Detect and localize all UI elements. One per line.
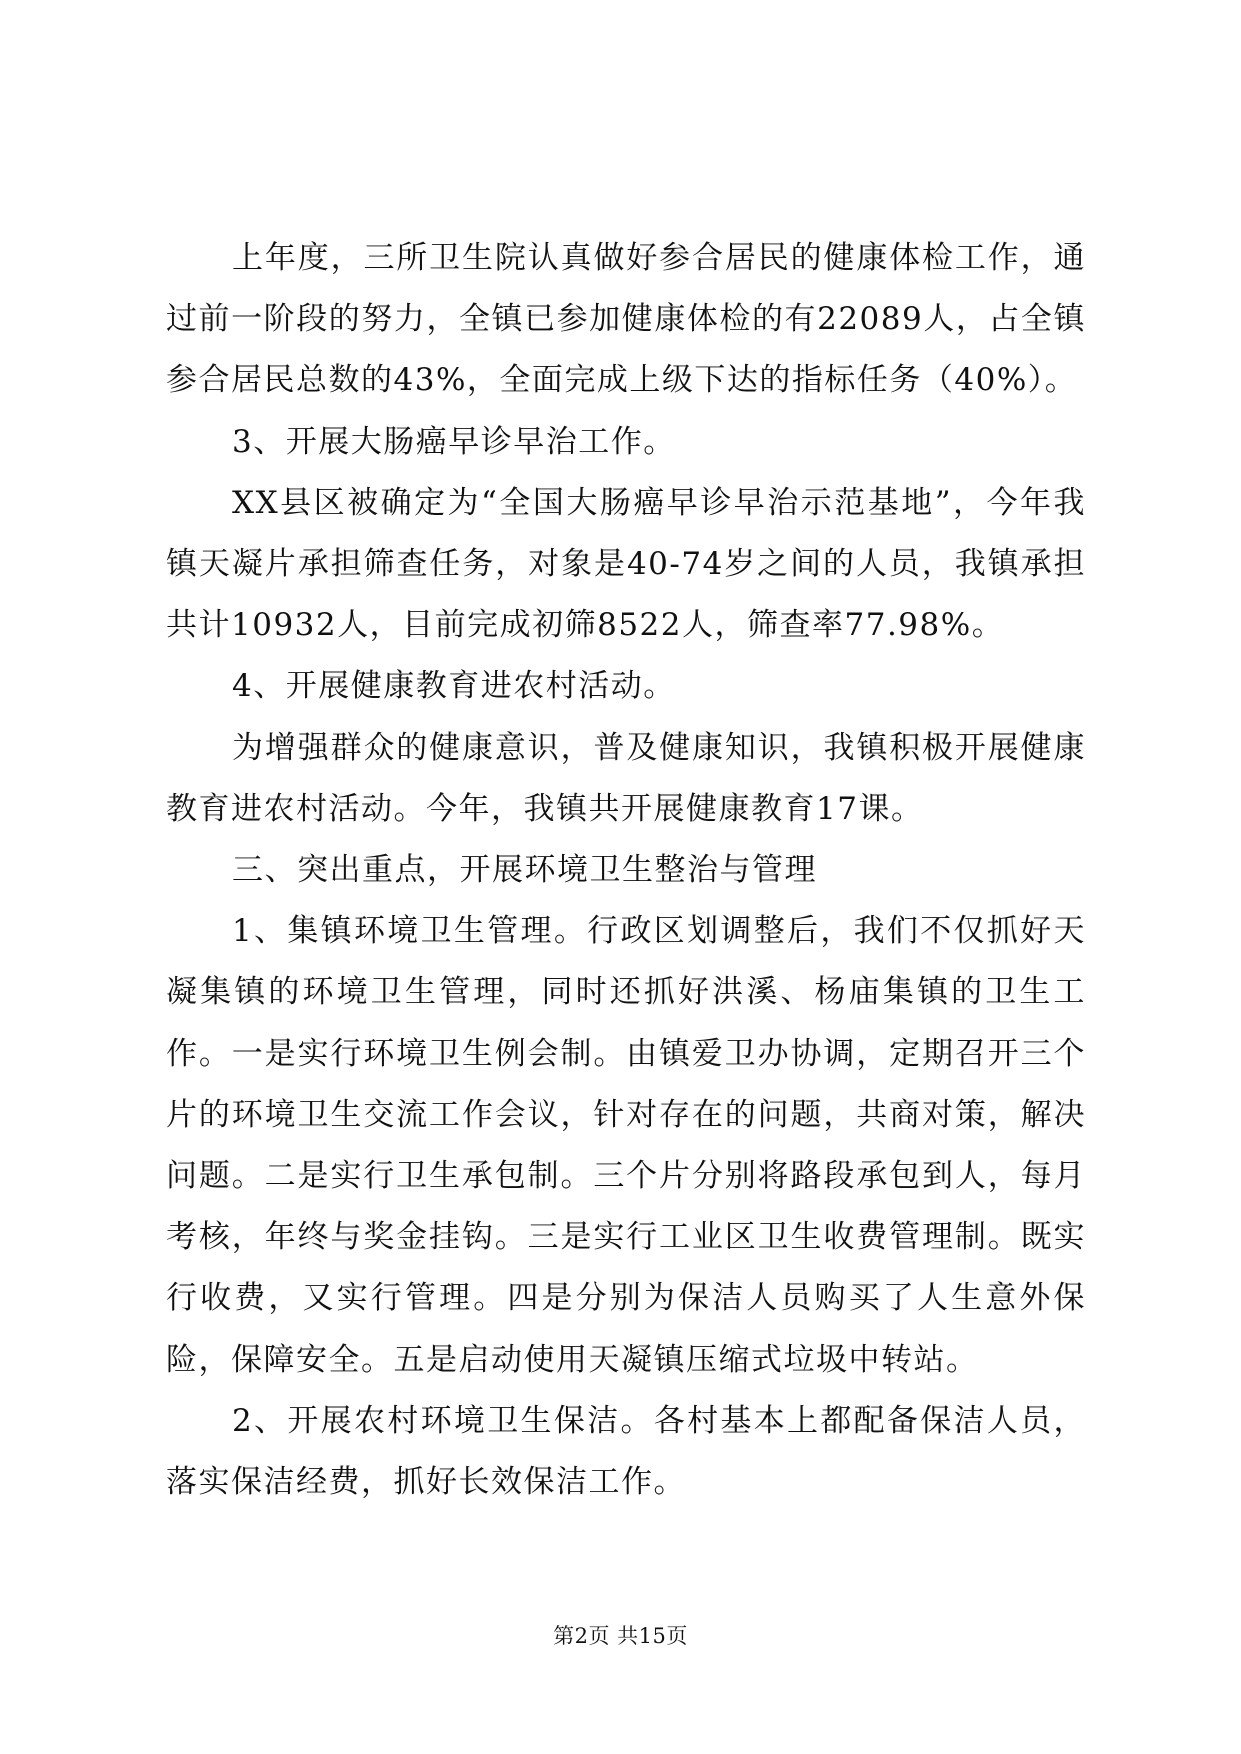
heading-colorectal-cancer: 3、开展大肠癌早诊早治工作。 [232,423,676,460]
section-heading-environment: 三、突出重点，开展环境卫生整治与管理 [232,852,817,889]
paragraph-town-sanitation: 1、集镇环境卫生管理。行政区划调整后，我们不仅抓好天凝集镇的环境卫生管理，同时还抓好洪溪、杨庙集镇的卫生工作。一是实行环境卫生例会制。由镇爱卫办协调，定期召开三个片的环境卫生交流工作会议，针对存在的问题，共商对策，解决问题。二是实行卫生承包制。三个片分别将路段承包到人，每月考核，年终与奖金挂钩。三是实行工业区卫生收费管理制。既实行收费，又实行管理。四是分别为保洁人员购买了人生意外保险，保障安全。五是启动使用天凝镇压缩式垃圾中转站。 [166,913,1086,1378]
paragraph-rural-sanitation: 2、开展农村环境卫生保洁。各村基本上都配备保洁人员，落实保洁经费，抓好长效保洁工作。 [166,1402,1086,1501]
paragraph-colorectal-screening: XX县区被确定为“全国大肠癌早诊早治示范基地”，今年我镇天凝片承担筛查任务，对象是40-74岁之间的人员，我镇承担共计10932人，目前完成初筛8522人，筛查率77.98%。 [166,484,1086,644]
page-number-footer: 第2页 共15页 [553,1624,688,1648]
paragraph-health-education: 为增强群众的健康意识，普及健康知识，我镇积极开展健康教育进农村活动。今年，我镇共开展健康教育17课。 [166,729,1086,827]
document-body [166,228,1086,1513]
paragraph-health-checkup: 上年度，三所卫生院认真做好参合居民的健康体检工作，通过前一阶段的努力，全镇已参加健康体检的有22089人，占全镇参合居民总数的43%，全面完成上级下达的指标任务（40%）。 [166,240,1086,399]
heading-health-education: 4、开展健康教育进农村活动。 [232,668,676,705]
